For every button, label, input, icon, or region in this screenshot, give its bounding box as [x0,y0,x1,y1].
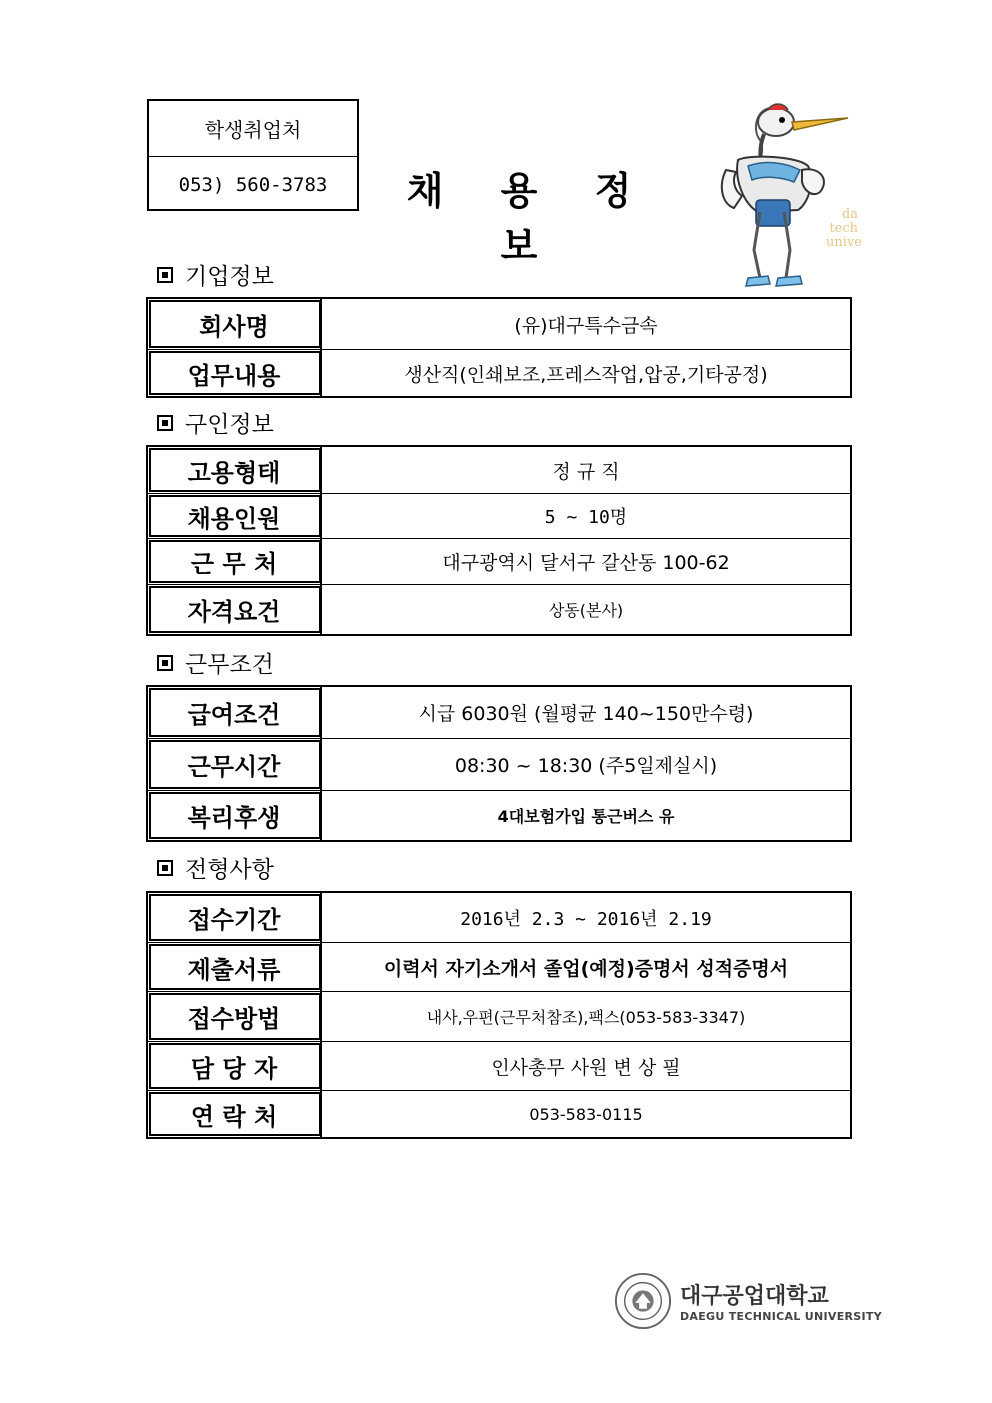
table-row [148,739,850,791]
row-value: 08:30 ~ 18:30 (주5일제실시) [454,755,718,777]
square-bullet-icon [157,415,173,431]
crane-mascot-icon [708,100,862,290]
row-label: 근 무 처 [148,539,322,584]
row-label: 복리후생 [148,791,322,840]
row-value: 대구광역시 달서구 갈산동 100-62 [442,552,730,574]
row-label: 채용인원 [148,494,322,538]
row-value: 5 ~ 10명 [544,507,628,528]
row-label: 자격요건 [148,585,322,634]
row-label: 급여조건 [148,687,322,738]
table-row [148,791,850,840]
square-bullet-icon [157,860,173,876]
row-label: 연 락 처 [148,1091,322,1137]
row-value: 인사총무 사원 변 상 필 [491,1056,681,1079]
table-row [148,893,850,943]
row-value: 2016년 2.3 ~ 2016년 2.19 [460,908,712,930]
selection-table [146,891,852,1139]
row-label: 고용형태 [148,447,322,493]
row-label: 제출서류 [148,943,322,991]
office-phone: 053) 560-3783 [149,156,357,212]
row-value: 4대보험가입 통근버스 유 [497,807,675,826]
table-row [148,539,850,585]
section-job-heading [157,406,274,439]
row-label: 회사명 [148,299,322,349]
row-value: 정 규 직 [552,460,620,483]
contact-box [147,99,359,211]
table-row [148,350,850,396]
square-bullet-icon [157,655,173,671]
square-bullet-icon [157,267,173,283]
university-name-ko: 대구공업대학교 [680,1284,829,1309]
row-label: 업무내용 [148,350,322,396]
row-value: 내사,우편(근무처참조),팩스(053-583-3347) [426,1008,746,1027]
section-selection-heading [157,851,274,884]
page-title: 채 용 정 보 [406,169,654,268]
mascot-text-1: da [841,207,858,222]
row-label: 근무시간 [148,739,322,790]
table-row [148,447,850,494]
table-row [148,494,850,539]
row-value: 생산직(인쇄보조,프레스작업,압공,기타공정) [404,363,768,386]
section-conditions-heading [157,646,274,679]
table-row [148,1091,850,1137]
mascot-text-3: unive [826,235,862,250]
section-title: 구인정보 [185,412,274,438]
row-label: 담 당 자 [148,1042,322,1090]
university-seal-icon [614,1272,672,1330]
company-table [146,297,852,398]
university-name-en: DAEGU TECHNICAL UNIVERSITY [680,1310,882,1323]
row-value: 상동(본사) [548,601,624,620]
table-row [148,299,850,350]
conditions-table [146,685,852,842]
office-name: 학생취업처 [204,118,302,142]
university-logo [614,1272,882,1330]
row-value: 이력서 자기소개서 졸업(예정)증명서 성적증명서 [383,957,789,980]
section-title: 근무조건 [185,652,274,678]
row-value: 시급 6030원 (월평균 140~150만수령) [418,703,754,725]
section-title: 전형사항 [185,857,274,883]
table-row [148,585,850,634]
table-row [148,992,850,1042]
row-label: 접수방법 [148,992,322,1041]
table-row [148,687,850,739]
row-value: 053-583-0115 [529,1104,643,1124]
section-title: 기업정보 [185,264,274,290]
mascot-text-2: tech [829,221,858,236]
job-table [146,445,852,636]
section-company-heading [157,258,274,291]
row-value: (유)대구특수금속 [514,314,658,337]
table-row [148,943,850,992]
table-row [148,1042,850,1091]
row-label: 접수기간 [148,893,322,942]
